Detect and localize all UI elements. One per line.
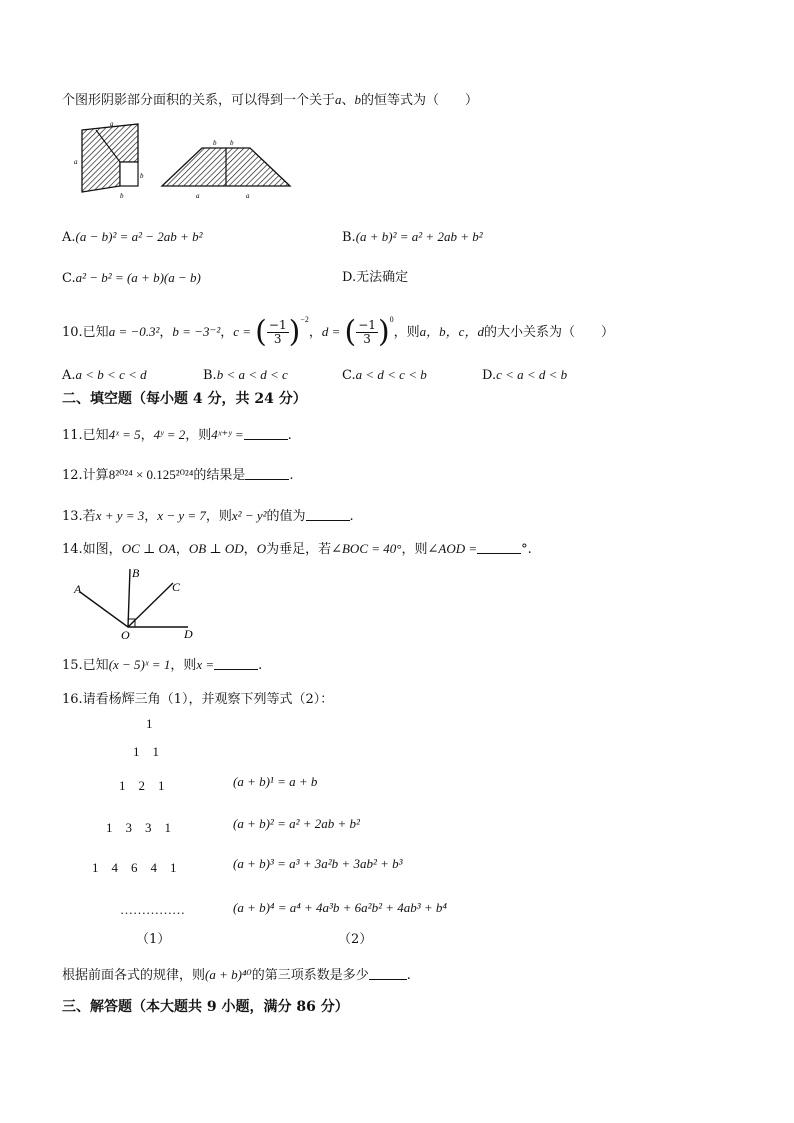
q13: 13.若x + y = 3，x − y = 7，则x² − y²的值为 .: [62, 508, 354, 524]
q9-fig-label: b: [120, 192, 124, 200]
q10-option-b: B.b < a < d < c: [203, 367, 288, 383]
q9-fig-label: a: [74, 158, 78, 166]
q9-fig-label: a: [196, 192, 200, 200]
answer-blank: [214, 659, 258, 670]
q14-label-o: O: [121, 628, 130, 641]
q14: 14.如图，OC ⊥ OA，OB ⊥ OD，O为垂足，若∠BOC = 40°，则∠AOD = °.: [62, 541, 532, 557]
q14-label-c: C: [172, 580, 181, 594]
q14-label-a: A: [74, 582, 82, 596]
section-3-title: 三、解答题（本大题共 9 小题，满分 86 分）: [62, 999, 349, 1015]
pascal-row: 1 2 1: [119, 778, 165, 793]
q9-option-a: A.(a − b)² = a² − 2ab + b²: [62, 229, 203, 245]
q9-figure: [70, 118, 300, 202]
section-2-title: 二、填空题（每小题 4 分，共 24 分）: [62, 391, 307, 407]
q10-c-fraction: $\frac{-1}{3}$: [268, 318, 287, 346]
q14-label-d: D: [184, 627, 193, 641]
q9-fig-label: a: [246, 192, 250, 200]
q16-intro: 16.请看杨辉三角（1），并观察下列等式（2）：: [62, 692, 334, 707]
answer-blank: [477, 543, 521, 554]
pascal-row: 1: [146, 716, 153, 731]
pascal-row: ……………: [120, 902, 185, 917]
answer-blank: [245, 469, 289, 480]
binomial-equation: (a + b)¹ = a + b: [233, 774, 318, 789]
answer-blank: [369, 969, 407, 980]
q10-option-c: C.a < d < c < b: [342, 367, 427, 383]
binomial-equation: (a + b)³ = a³ + 3a²b + 3ab² + b³: [233, 856, 403, 871]
binomial-equation: (a + b)⁴ = a⁴ + 4a³b + 6a²b² + 4ab³ + b⁴: [233, 900, 447, 915]
q14-figure: [70, 565, 210, 641]
q9-fig-label: b: [230, 139, 234, 147]
pascal-row: 1 4 6 4 1: [92, 860, 177, 875]
q11: 11.已知4ˣ = 5，4ʸ = 2，则4ˣ⁺ʸ = .: [62, 427, 292, 443]
q9-square-cutout: [120, 162, 138, 186]
q9-stem: 个图形阴影部分面积的关系，可以得到一个关于a、b的恒等式为（ ）: [62, 92, 479, 108]
answer-blank: [244, 429, 288, 440]
q12: 12.计算8²⁰²⁴ × 0.125²⁰²⁴的结果是 .: [62, 467, 294, 483]
q9-fig-label: a: [110, 120, 114, 128]
q9-option-b: B.(a + b)² = a² + 2ab + b²: [342, 229, 483, 245]
triangle-caption: （1）: [136, 932, 171, 947]
pascal-row: 1 3 3 1: [106, 820, 172, 835]
q10-option-d: D.c < a < d < b: [482, 367, 568, 383]
q10-option-a: A.a < b < c < d: [62, 367, 147, 383]
q14-label-b: B: [132, 566, 140, 580]
answer-blank: [306, 510, 350, 521]
binomial-equation: (a + b)² = a² + 2ab + b²: [233, 816, 360, 831]
q9-option-d: D.无法确定: [342, 270, 409, 285]
equations-caption: （2）: [338, 932, 373, 947]
q10-stem: 10.已知a = −0.3²，b = −3⁻²，c = ( $\frac{-1}{3}$ )$^{-2}$，d = ( $\frac{-1}{3}$ )$^0$，则a，b，c，d的大小关系为（ ）: [62, 314, 614, 350]
q9-option-c: C.a² − b² = (a + b)(a − b): [62, 270, 201, 286]
pascal-row: 1 1: [133, 744, 160, 759]
q15: 15.已知(x − 5)ˣ = 1，则x = .: [62, 657, 263, 673]
q9-fig-label: b: [213, 139, 217, 147]
q10-d-fraction: $\frac{-1}{3}$: [358, 318, 376, 346]
q9-fig-label: b: [140, 172, 144, 180]
q16-question: 根据前面各式的规律，则(a + b)⁴⁰的第三项系数是多少 .: [62, 967, 411, 983]
